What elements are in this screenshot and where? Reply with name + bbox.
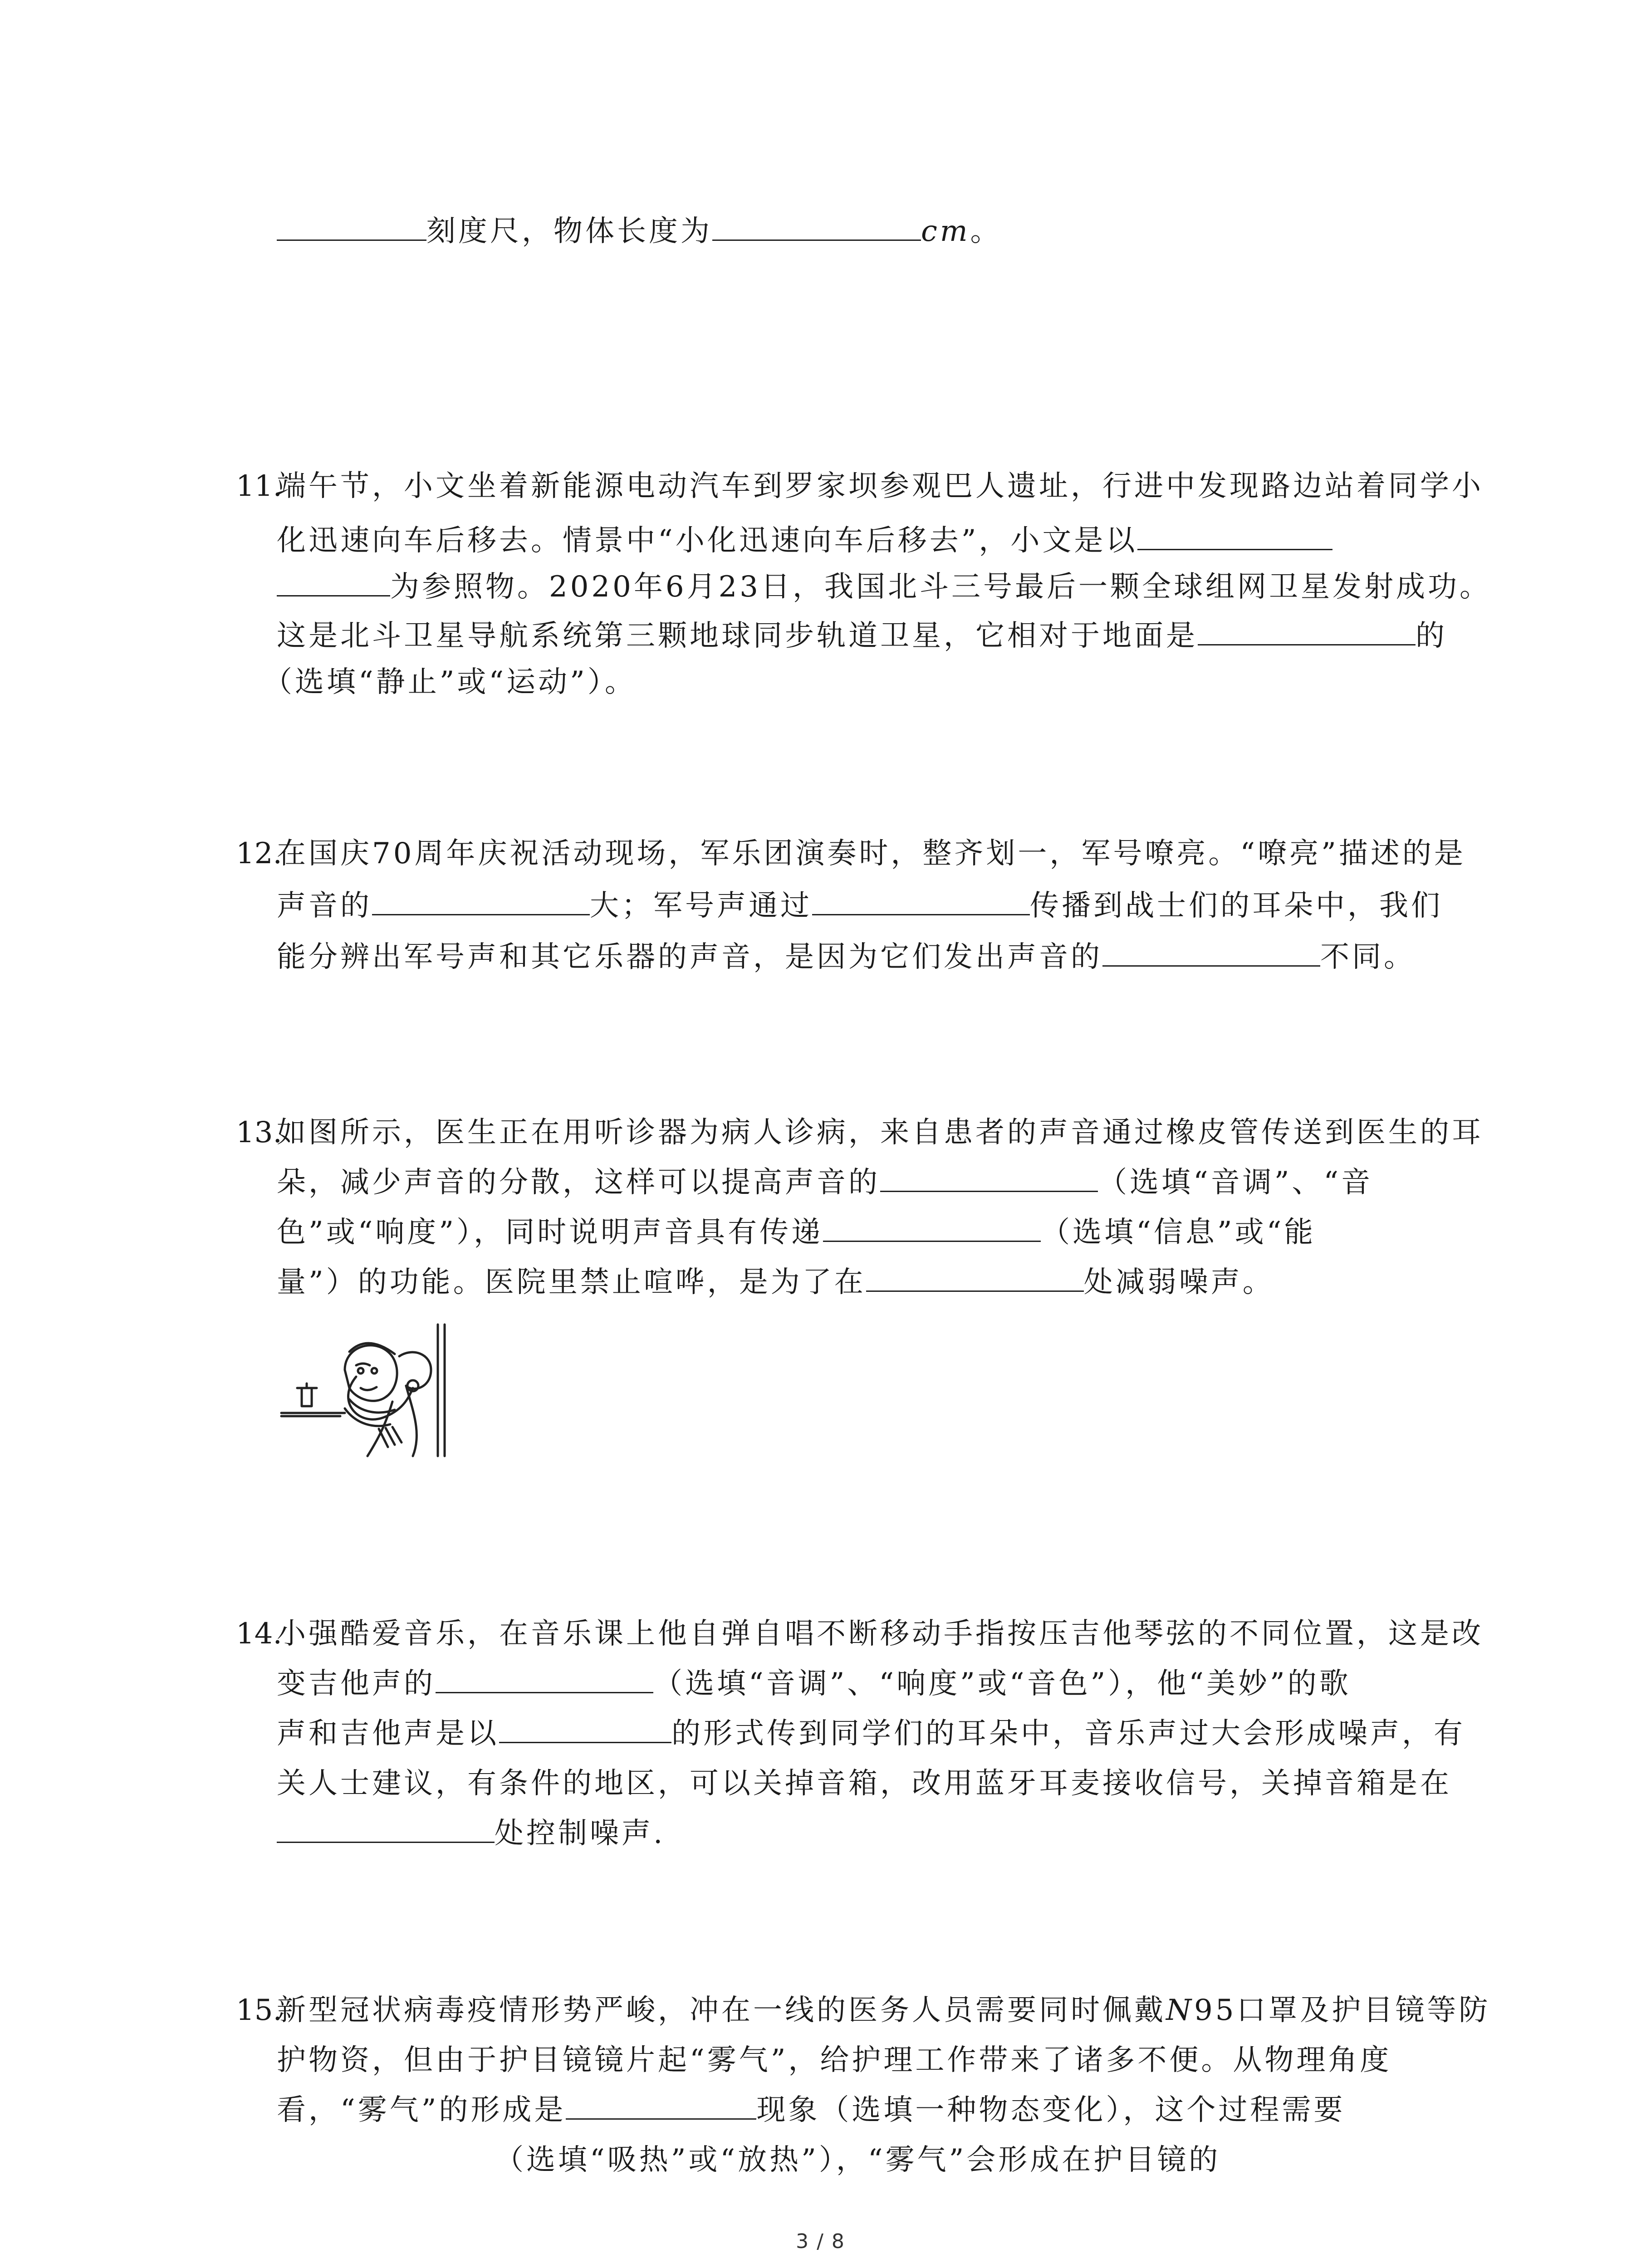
q11-line2: [277, 526, 1332, 555]
q12-line1: 在国庆70周年庆祝活动现场，军乐团演奏时，整齐划一，军号嘹亮。“嘹亮”描述的是: [277, 837, 1466, 870]
q15-line2: 护物资，但由于护目镜镜片起“雾气”，给护理工作带来了诸多不便。从物理角度: [277, 2043, 1392, 2077]
q15-line4: （选填“吸热”或“放热”），“雾气”会形成在护目镜的: [495, 2143, 1221, 2177]
q15-text: 现象（选填一种物态变化），这个过程需要: [756, 2093, 1346, 2127]
answer-blank[interactable]: [436, 1691, 653, 1693]
q13-text: 色”或“响度”），同时说明声音具有传递: [277, 1216, 823, 1249]
answer-blank[interactable]: [1198, 644, 1416, 645]
q14-text: 变吉他声的: [277, 1667, 436, 1701]
answer-blank[interactable]: [566, 2118, 756, 2120]
answer-blank[interactable]: [880, 1190, 1098, 1192]
q12-line2: [277, 889, 1443, 923]
unit-text: cm: [921, 215, 970, 248]
answer-blank[interactable]: [823, 1240, 1041, 1242]
q14-text: 的形式传到同学们的耳朵中，音乐声过大会形成噪声，有: [671, 1717, 1465, 1750]
q13-line3: [277, 1218, 1316, 1247]
q14-line1: 小强酷爱音乐，在音乐课上他自弹自唱不断移动手指按压吉他琴弦的不同位置，这是改: [277, 1617, 1484, 1651]
question-number-12: 12.: [236, 837, 282, 870]
q12-text: 能分辨出军号声和其它乐器的声音，是因为它们发出声音的: [277, 940, 1102, 974]
q13-text: 量”）的功能。医院里禁止喧哗，是为了在: [277, 1266, 866, 1299]
q14-line5: [277, 1819, 665, 1848]
q12-line3: [277, 940, 1416, 974]
intro-text: 刻度尺，物体长度为: [426, 215, 712, 248]
q13-text: 处减弱噪声。: [1083, 1266, 1274, 1299]
q11-text: 这是北斗卫星导航系统第三颗地球同步轨道卫星，它相对于地面是: [277, 619, 1198, 653]
q12-text: 大；军号声通过: [590, 889, 812, 923]
q11-line5: （选填“静止”或“运动”）。: [263, 665, 637, 699]
question-number-13: 13.: [236, 1116, 282, 1149]
q14-text: （选填“音调”、“响度”或“音色”），他“美妙”的歌: [653, 1667, 1351, 1701]
stethoscope-figure: [277, 1320, 454, 1461]
answer-blank[interactable]: [866, 1290, 1084, 1292]
q11-text: 为参照物。2020年6月23日，我国北斗三号最后一颗全球组网卫星发射成功。: [390, 570, 1492, 604]
q11-line1: 端午节，小文坐着新能源电动汽车到罗家坝参观巴人遗址，行进中发现路边站着同学小: [277, 469, 1484, 503]
q11-line4: [277, 619, 1447, 653]
q14-line4: 关人士建议，有条件的地区，可以关掉音箱，改用蓝牙耳麦接收信号，关掉音箱是在: [277, 1767, 1452, 1800]
q12-text: 声音的: [277, 889, 372, 923]
question-number-15: 15.: [236, 1994, 282, 2027]
q15-line3: [277, 2093, 1346, 2127]
intro-end: 。: [970, 215, 1002, 248]
question-number-11: 11.: [236, 469, 282, 503]
q11-text: 化迅速向车后移去。情景中“小化迅速向车后移去”，小文是以: [277, 524, 1138, 557]
answer-blank[interactable]: [372, 914, 590, 915]
answer-blank[interactable]: [1102, 965, 1320, 967]
q13-text: （选填“信息”或“能: [1041, 1216, 1316, 1249]
q15-text: 看，“雾气”的形成是: [277, 2093, 566, 2127]
q13-line2: [277, 1168, 1373, 1197]
answer-blank[interactable]: [499, 1741, 671, 1743]
answer-blank[interactable]: [277, 239, 426, 241]
answer-blank[interactable]: [277, 1841, 495, 1843]
q13-text: （选填“音调”、“音: [1098, 1166, 1373, 1199]
q14-text: 处控制噪声.: [495, 1817, 666, 1850]
answer-blank[interactable]: [277, 595, 390, 596]
q14-line2: [277, 1667, 1351, 1701]
answer-blank[interactable]: [712, 239, 921, 241]
q13-line1: 如图所示，医生正在用听诊器为病人诊病，来自患者的声音通过橡皮管传送到医生的耳: [277, 1116, 1484, 1149]
intro-line: [277, 217, 1002, 246]
q11-text: 的: [1416, 619, 1447, 653]
q15-text: N: [1166, 1994, 1194, 2027]
q12-text: 传播到战士们的耳朵中，我们: [1030, 889, 1443, 923]
q15-text: 新型冠状病毒疫情形势严峻，冲在一线的医务人员需要同时佩戴: [277, 1994, 1166, 2027]
answer-blank[interactable]: [1137, 548, 1332, 550]
q11-line3: [277, 570, 1492, 604]
page-number: 3 / 8: [796, 2230, 845, 2253]
q15-line1: [277, 1996, 1490, 2025]
q13-line4: [277, 1268, 1274, 1297]
answer-blank[interactable]: [812, 914, 1030, 915]
question-number-14: 14.: [236, 1617, 282, 1651]
q12-text: 不同。: [1320, 940, 1416, 974]
q14-text: 声和吉他声是以: [277, 1717, 499, 1750]
q15-text: 95口罩及护目镜等防: [1194, 1994, 1491, 2027]
q14-line3: [277, 1719, 1465, 1748]
q13-text: 朵，减少声音的分散，这样可以提高声音的: [277, 1166, 880, 1199]
